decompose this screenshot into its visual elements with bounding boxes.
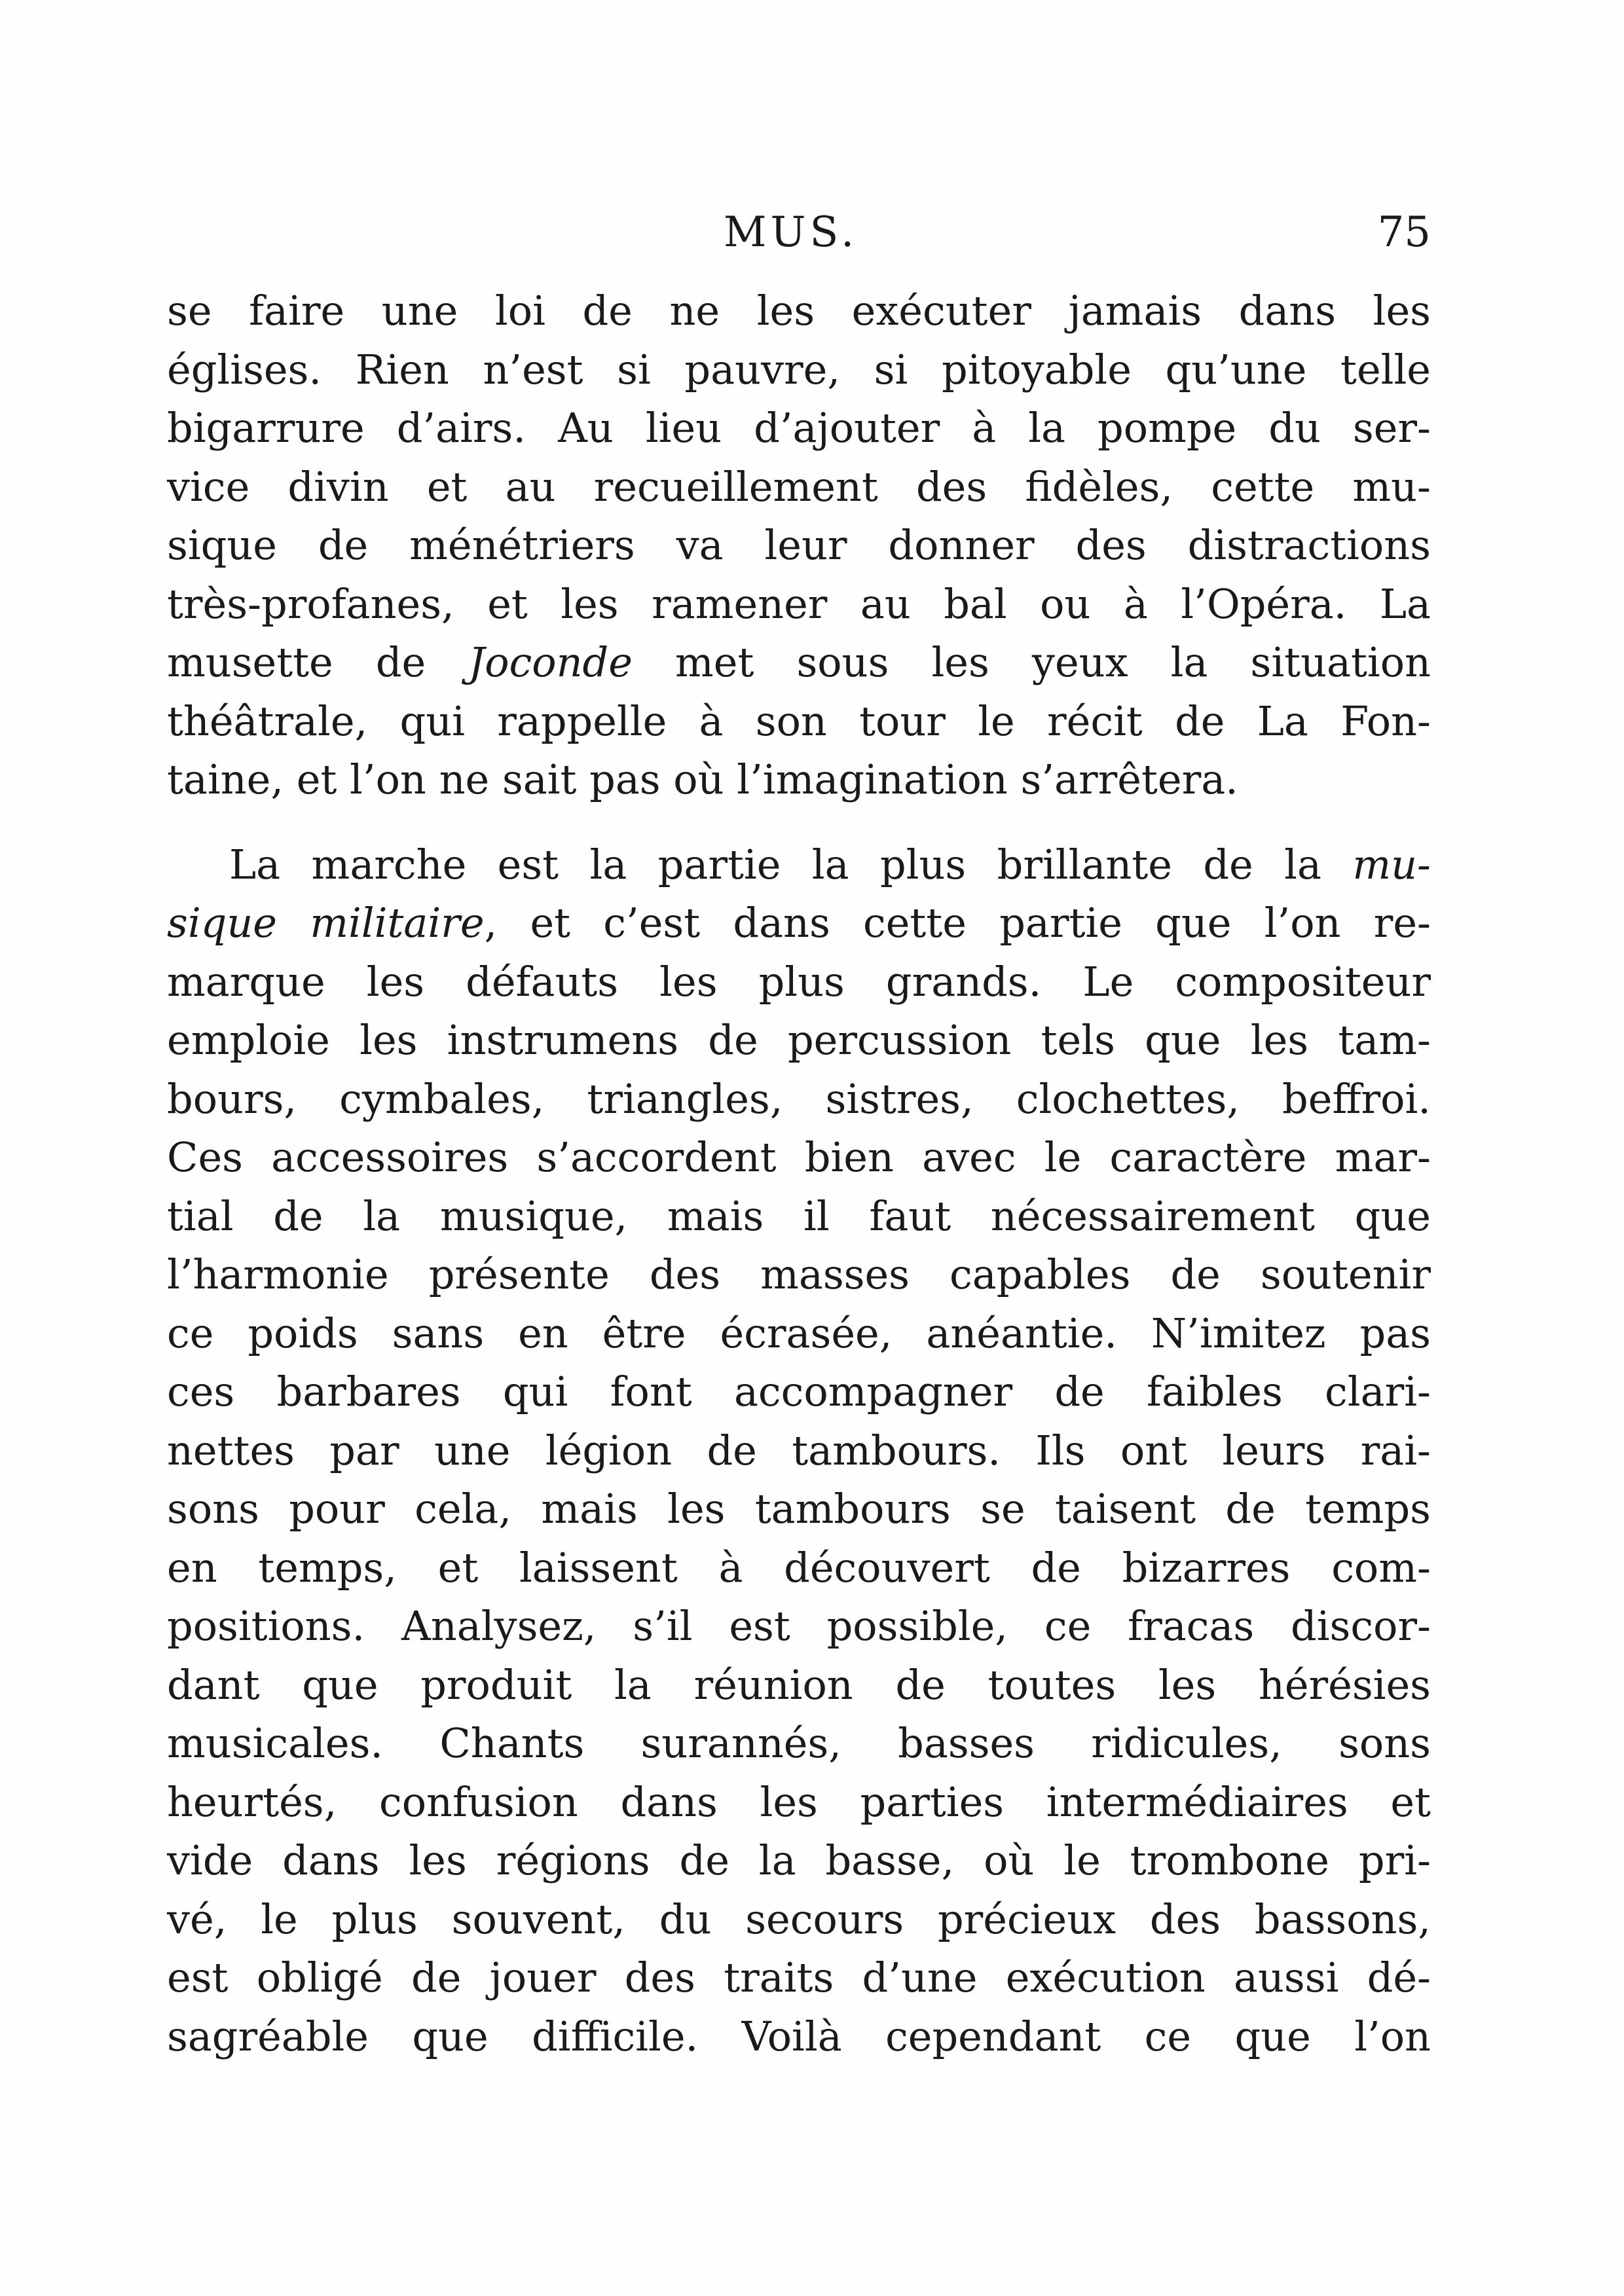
text-line: taine, et l’on ne sait pas où l’imagination s’arrêtera.	[167, 756, 1238, 803]
text-line: marque les défauts les plus grands. Le compositeur	[167, 957, 1431, 1006]
text-line: sons pour cela, mais les tambours se taisent de temps	[167, 1485, 1431, 1533]
body-text	[167, 282, 1431, 2066]
text-line: vice divin et au recueillement des fidèles, cette mu-	[167, 462, 1431, 511]
italic-title: Joconde	[468, 638, 633, 686]
text-line: La marche est la partie la plus brillante de la mu-	[229, 840, 1431, 888]
text-line: vide dans les régions de la basse, où le trombone pri-	[167, 1836, 1431, 1884]
text-line: églises. Rien n’est si pauvre, si pitoyable qu’une telle	[167, 345, 1431, 393]
text-line: heurtés, confusion dans les parties intermédiaires et	[167, 1777, 1431, 1826]
text-line: l’harmonie présente des masses capables de soutenir	[167, 1250, 1431, 1298]
text-line: musette de Joconde met sous les yeux la situation	[167, 638, 1431, 686]
text-line: bigarrure d’airs. Au lieu d’ajouter à la pompe du ser-	[167, 404, 1431, 452]
text-line: nettes par une légion de tambours. Ils ont leurs rai-	[167, 1426, 1431, 1474]
text-line: tial de la musique, mais il faut nécessairement que	[167, 1192, 1431, 1240]
text-line: Ces accessoires s’accordent bien avec le caractère mar-	[167, 1133, 1431, 1181]
text-line: sique de ménétriers va leur donner des distractions	[167, 521, 1431, 569]
running-head	[167, 208, 1431, 267]
italic-term: mu-	[1352, 840, 1431, 888]
text-line: ces barbares qui font accompagner de faibles clari-	[167, 1368, 1431, 1415]
text-line: emploie les instrumens de percussion tels que les tam-	[167, 1016, 1431, 1064]
page-number: 75	[1377, 208, 1431, 257]
text-line: dant que produit la réunion de toutes les hérésies	[167, 1660, 1431, 1709]
text-line: vé, le plus souvent, du secours précieux des bassons,	[167, 1895, 1431, 1943]
text-line: très-profanes, et les ramener au bal ou à l’Opéra. La	[167, 579, 1431, 628]
text-line: est obligé de jouer des traits d’une exécution aussi dé-	[167, 1954, 1431, 2001]
paragraph-2	[167, 835, 1431, 2066]
text-line: sagréable que difficile. Voilà cependant ce que l’on	[167, 2012, 1431, 2060]
running-head-title: MUS.	[724, 208, 858, 257]
text-line: se faire une loi de ne les exécuter jamais dans les	[167, 287, 1431, 335]
text-line: sique militaire, et c’est dans cette partie que l’on re-	[167, 899, 1431, 947]
text-line: bours, cymbales, triangles, sistres, clochettes, beffroi.	[167, 1074, 1431, 1123]
italic-term: sique militaire	[167, 899, 485, 947]
text-line: théâtrale, qui rappelle à son tour le récit de La Fon-	[167, 697, 1431, 745]
paragraph-1	[167, 282, 1431, 809]
text-line: ce poids sans en être écrasée, anéantie. N’imitez pas	[167, 1309, 1431, 1357]
text-line: musicales. Chants surannés, basses ridicules, sons	[167, 1719, 1431, 1767]
text-line: en temps, et laissent à découvert de bizarres com-	[167, 1543, 1431, 1592]
text-line: positions. Analysez, s’il est possible, ce fracas discor-	[167, 1602, 1431, 1650]
